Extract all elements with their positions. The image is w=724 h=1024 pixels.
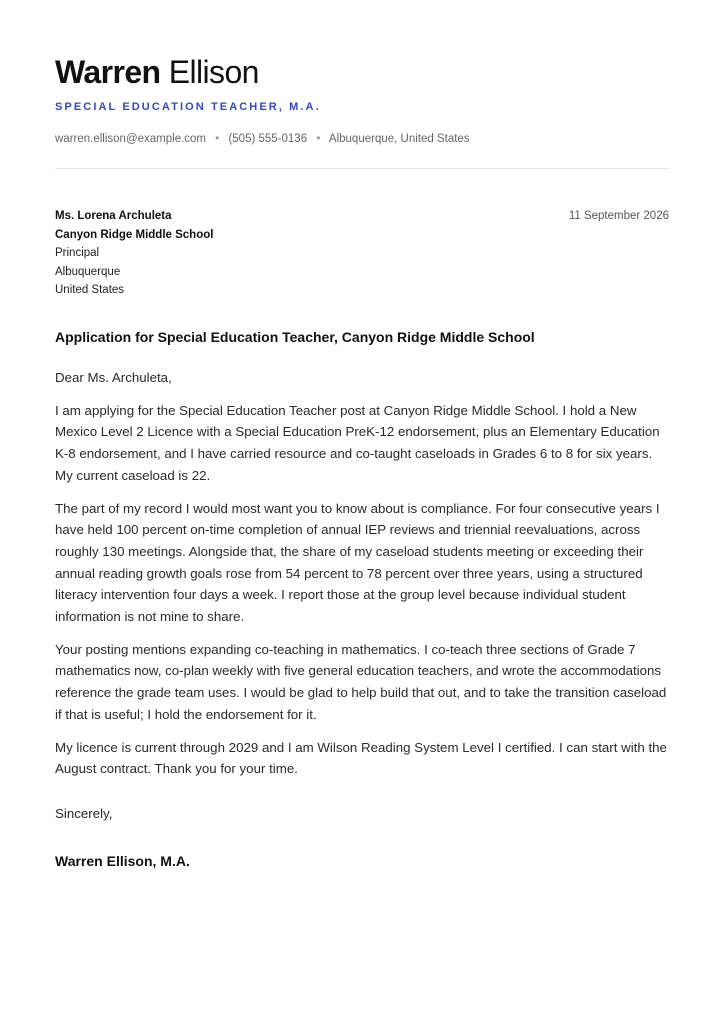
recipient-name: Ms. Lorena Archuleta — [55, 210, 172, 222]
recipient-block — [55, 207, 213, 300]
applicant-job-title: SPECIAL EDUCATION TEACHER, M.A. — [55, 101, 321, 113]
salutation: Dear Ms. Archuleta, — [55, 370, 172, 385]
body-paragraph: Your posting mentions expanding co-teaching in mathematics. I co-teach three sections of Grade 7 mathematics now, co-plan weekly with five general education teachers, and wrote the accommodations reference the grade team uses. I would be glad to help build that out, and to take the transition caseload if that is useful; I hold the endorsement for it. — [55, 641, 667, 722]
recipient-organization: Canyon Ridge Middle School — [55, 228, 214, 241]
contact-separator: • — [215, 133, 220, 145]
recipient-role: Principal — [55, 247, 100, 259]
signature-name: Warren Ellison, M.A. — [55, 853, 190, 869]
location-text: Albuquerque, United States — [328, 133, 470, 145]
contact-separator: • — [316, 133, 321, 145]
recipient-country: United States — [55, 284, 125, 296]
applicant-name — [55, 52, 259, 92]
applicant-first-name: Warren — [55, 54, 161, 90]
phone-text: (505) 555-0136 — [228, 133, 308, 145]
applicant-last-name: Ellison — [168, 54, 259, 90]
contact-line — [55, 133, 470, 145]
body-paragraph: I am applying for the Special Education Teacher post at Canyon Ridge Middle School. I hold a New Mexico Level 2 Licence with a Special Education PreK-12 endorsement, plus an Elementary Education K-8 endorsement, and I have carried resource and co-taught caseloads in Grades 6 to 8 for six years. My current caseload is 22. — [55, 402, 660, 483]
recipient-city: Albuquerque — [55, 265, 121, 278]
body-paragraph: The part of my record I would most want you to know about is compliance. For four consecutive years I have held 100 percent on-time completion of annual IEP reviews and triennial reevaluations, across roughly 130 meetings. Alongside that, the share of my caseload students meeting or exceeding their annual reading growth goals rose from 54 percent to 78 percent over three years, using a structured literacy intervention four days a week. I report those at the group level because individual student information is not mine to share. — [55, 500, 660, 625]
letter-body — [55, 367, 669, 791]
letter-date: 11 September 2026 — [568, 210, 669, 222]
email-text: warren.ellison@example.com — [55, 133, 207, 145]
closing: Sincerely, — [55, 806, 113, 821]
letter-subject: Application for Special Education Teacher, Canyon Ridge Middle School — [55, 329, 535, 345]
body-paragraph: My licence is current through 2029 and I am Wilson Reading System Level I certified. I can start with the August contract. Thank you for your time. — [55, 739, 667, 777]
header-divider — [55, 168, 669, 169]
